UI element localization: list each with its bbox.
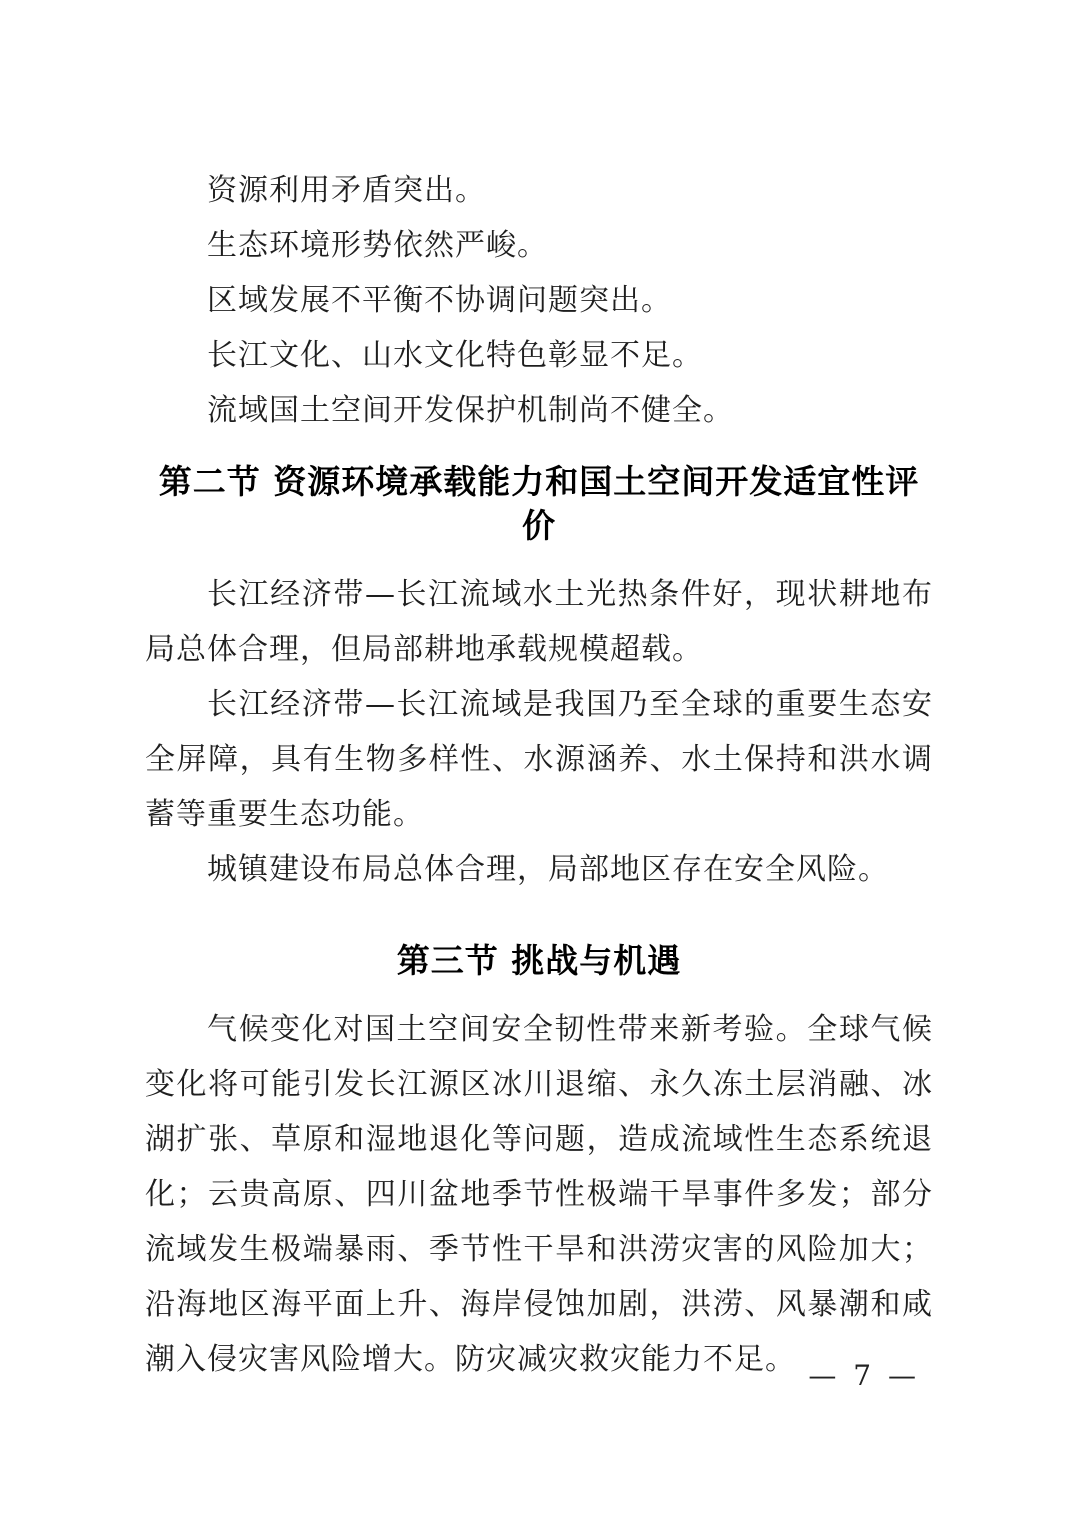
page-number: — 7 — (808, 1359, 920, 1392)
issue-line: 长江文化、山水文化特色彰显不足。 (207, 338, 703, 373)
section-3-paragraph: 气候变化对国土空间安全韧性带来新考验。全球气候变化将可能引发长江源区冰川退缩、永久冻土层消融、冰湖扩张、草原和湿地退化等问题，造成流域性生态系统退化；云贵高原、四川盆地季节性极端干旱事件多发；部分流域发生极端暴雨、季节性干旱和洪涝灾害的风险加大；沿海地区海平面上升、海岸侵蚀加剧，洪涝、风暴潮和咸潮入侵灾害风险增大。防灾减灾救灾能力不足。 (145, 1012, 933, 1377)
issue-line: 流域国土空间开发保护机制尚不健全。 (207, 393, 734, 428)
section-2-paragraph: 长江经济带—长江流域水土光热条件好，现状耕地布局总体合理，但局部耕地承载规模超载。 (145, 577, 933, 667)
issue-line: 生态环境形势依然严峻。 (207, 228, 548, 263)
section-2-paragraph: 城镇建设布局总体合理，局部地区存在安全风险。 (207, 852, 889, 887)
section-2-heading: 第二节 资源环境承载能力和国土空间开发适宜性评价 (158, 462, 920, 545)
issue-line: 区域发展不平衡不协调问题突出。 (207, 283, 672, 318)
section-2-paragraph: 长江经济带—长江流域是我国乃至全球的重要生态安全屏障，具有生物多样性、水源涵养、水土保持和洪水调蓄等重要生态功能。 (145, 687, 933, 832)
section-3-heading: 第三节 挑战与机遇 (396, 941, 682, 980)
issue-line: 资源利用矛盾突出。 (207, 173, 486, 208)
